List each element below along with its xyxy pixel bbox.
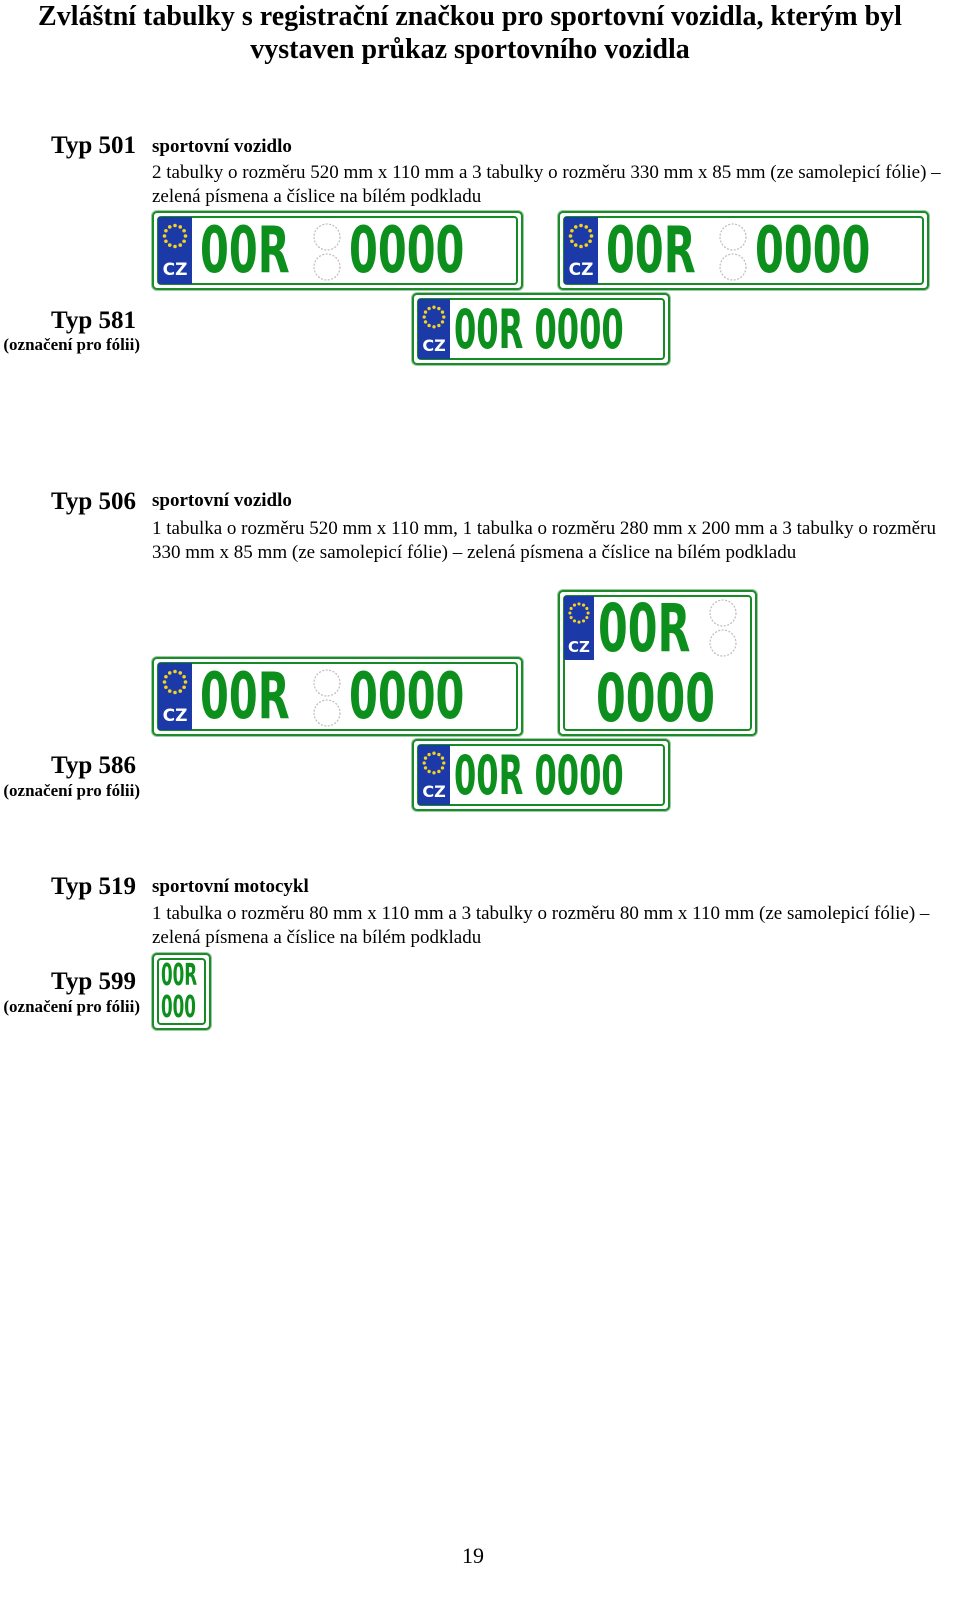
eu-band [158,217,192,284]
plate-series: 00R [200,660,290,734]
plate-number: 0000 [596,660,715,737]
license-plate-long [152,211,523,290]
type-code-519: Typ 519 [51,873,136,900]
registration-seal-icon [708,598,738,628]
section-heading: sportovní motocykl [152,876,309,897]
registration-seal-icon [312,668,342,698]
plate-series: 00R [606,214,696,288]
license-plate-sticker [412,739,670,811]
plate-number: 000 [161,990,196,1025]
film-label: (označení pro fólii) [3,335,140,354]
country-code: CZ [422,336,446,355]
license-plate-moto [152,953,211,1030]
plate-number: 0000 [349,660,465,734]
eu-band [564,596,594,660]
plate-number: 0000 [755,214,871,288]
film-type-code-599: Typ 599 [51,968,136,995]
page-title: Zvláštní tabulky s registrační značkou pro sportovní vozidla, kterým byl vystaven průkaz sportovního vozidla [38,1,902,65]
plate-registration: 00R 0000 [454,744,624,807]
eu-stars-icon [158,667,192,697]
registration-seal-icon [312,222,342,252]
section-description: 1 tabulka o rozměru 80 mm x 110 mm a 3 tabulky o rozměru 80 mm x 110 mm (ze samolepicí fólie) – zelená písmena a číslice na bílém podkladu [152,903,930,948]
film-type-code-581: Typ 581 [51,307,136,334]
license-plate-sticker [412,293,670,365]
section-heading: sportovní vozidlo [152,490,292,511]
film-label: (označení pro fólii) [3,781,140,800]
eu-band [418,299,450,359]
plate-number: 0000 [349,214,465,288]
registration-seal-icon [312,698,342,728]
eu-stars-icon [564,600,594,626]
country-code: CZ [422,782,446,801]
eu-stars-icon [564,221,598,251]
section-heading: sportovní vozidlo [152,136,292,157]
country-code: CZ [162,706,188,726]
registration-seal-icon [708,628,738,658]
country-code: CZ [162,260,188,280]
section-description: 2 tabulky o rozměru 520 mm x 110 mm a 3 tabulky o rozměru 330 mm x 85 mm (ze samolepicí fólie) – zelená písmena a číslice na bílém podkladu [152,162,941,207]
plate-series: 00R [161,958,198,993]
registration-seal-icon [718,252,748,282]
country-code: CZ [568,260,594,280]
eu-band [564,217,598,284]
registration-seal-icon [718,222,748,252]
plate-registration: 00R 0000 [454,298,624,361]
eu-band [158,663,192,730]
type-code-506: Typ 506 [51,488,136,515]
page-number: 19 [462,1543,484,1568]
plate-series: 00R [200,214,290,288]
license-plate-long [558,211,929,290]
eu-stars-icon [418,749,450,777]
type-code-501: Typ 501 [51,132,136,159]
section-description: 1 tabulka o rozměru 520 mm x 110 mm, 1 tabulka o rozměru 280 mm x 200 mm a 3 tabulky o rozměru 330 mm x 85 mm (ze samolepicí fólie) – zelená písmena a číslice na bílém podkladu [152,518,936,563]
film-label: (označení pro fólii) [3,997,140,1016]
license-plate-square [558,590,757,736]
country-code: CZ [568,638,590,656]
eu-stars-icon [418,303,450,331]
registration-seal-icon [312,252,342,282]
film-type-code-586: Typ 586 [51,752,136,779]
license-plate-long [152,657,523,736]
eu-stars-icon [158,221,192,251]
eu-band [418,745,450,805]
plate-series: 00R [598,590,691,667]
